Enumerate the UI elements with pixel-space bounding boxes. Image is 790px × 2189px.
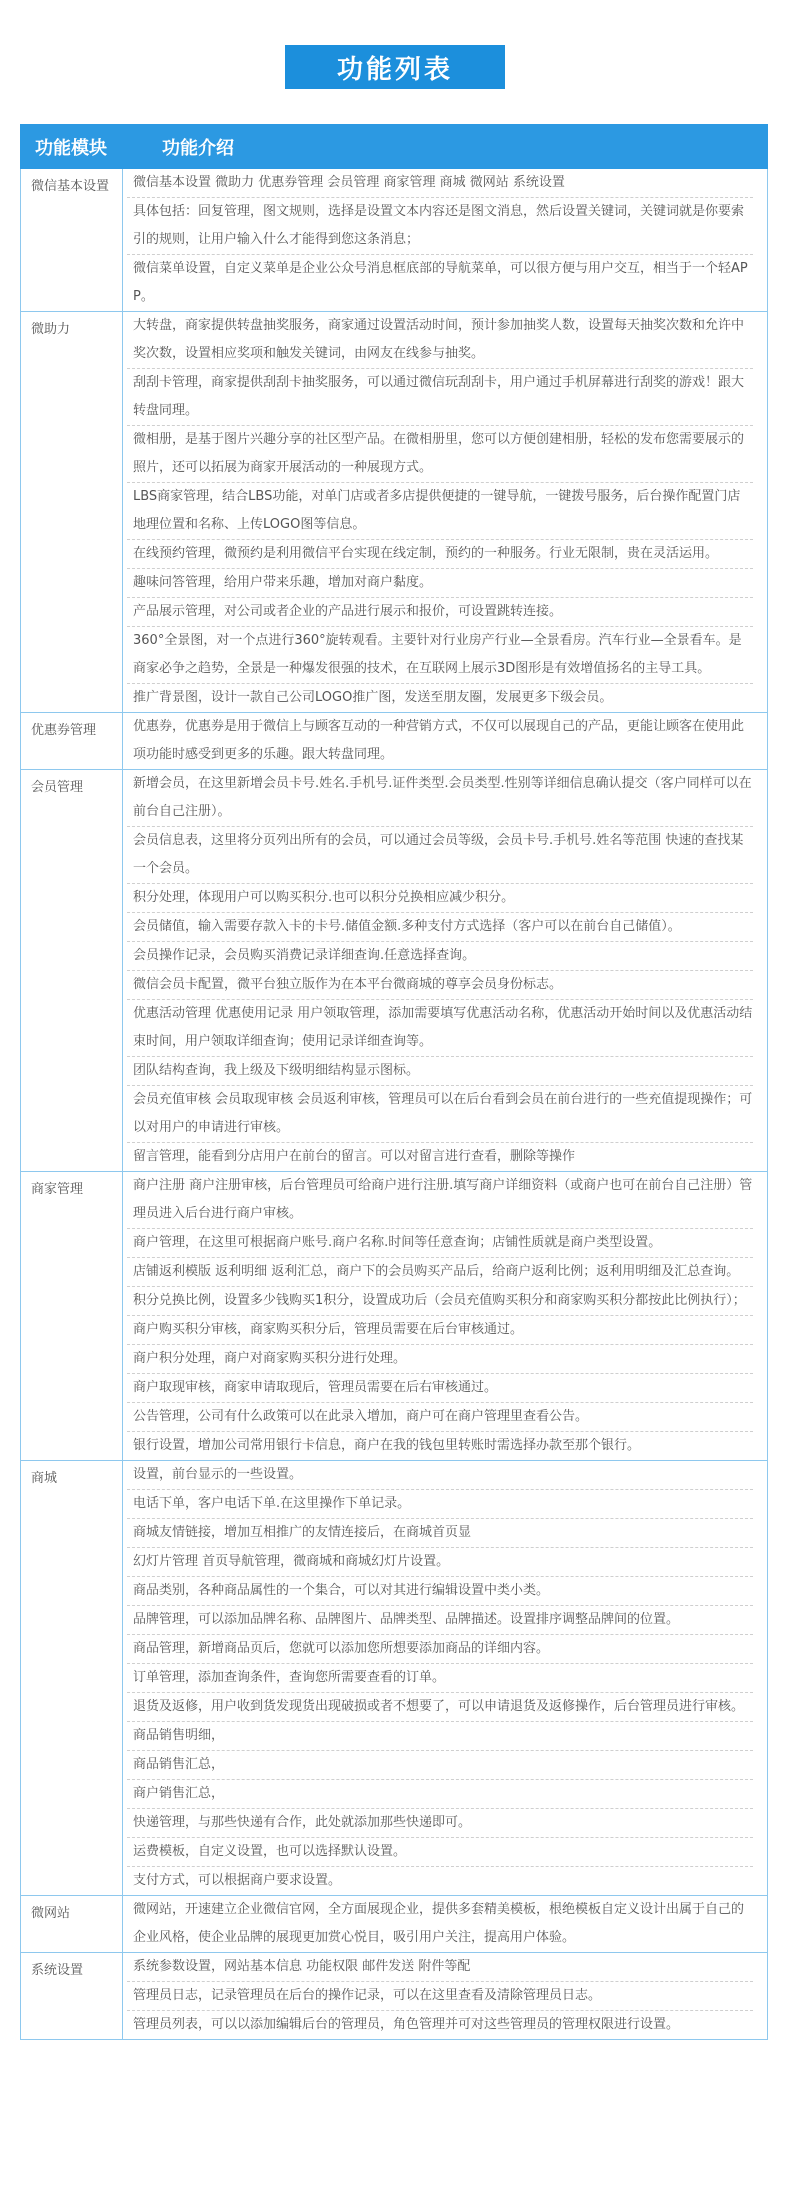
module-name: 系统设置: [21, 1953, 123, 2039]
module-description: [123, 169, 767, 311]
feature-item: 优惠活动管理 优惠使用记录 用户领取管理，添加需要填写优惠活动名称，优惠活动开始时间以及优惠活动结束时间，用户领取详细查询；使用记录详细查询等。: [127, 999, 753, 1056]
feature-item: 团队结构查询，我上级及下级明细结构显示图标。: [127, 1056, 753, 1085]
feature-item: 新增会员，在这里新增会员卡号.姓名.手机号.证件类型.会员类型.性别等详细信息确认提交（客户同样可以在前台自己注册）。: [133, 776, 752, 819]
module-row: [21, 1460, 767, 1895]
feature-item: 运费模板，自定义设置，也可以选择默认设置。: [127, 1837, 753, 1866]
feature-item: 具体包括：回复管理，图文规则，选择是设置文本内容还是图文消息，然后设置关键词，关键词就是你要索引的规则，让用户输入什么才能得到您这条消息；: [127, 197, 753, 254]
module-row: [21, 169, 767, 311]
feature-item: 刮刮卡管理，商家提供刮刮卡抽奖服务，可以通过微信玩刮刮卡，用户通过手机屏幕进行刮奖的游戏！跟大转盘同理。: [127, 368, 753, 425]
feature-item: 退货及返修，用户收到货发现货出现破损或者不想要了，可以申请退货及返修操作，后台管理员进行审核。: [127, 1692, 753, 1721]
module-row: [21, 311, 767, 712]
feature-item: 积分兑换比例，设置多少钱购买1积分，设置成功后（会员充值购买积分和商家购买积分都按此比例执行）；: [127, 1286, 753, 1315]
module-description: [123, 713, 767, 769]
feature-item: 快递管理，与那些快递有合作，此处就添加那些快递即可。: [127, 1808, 753, 1837]
feature-item: 支付方式，可以根据商户要求设置。: [127, 1866, 753, 1895]
module-row: [21, 712, 767, 769]
feature-item: 商品销售明细，: [127, 1721, 753, 1750]
module-row: [21, 1952, 767, 2039]
feature-item: 店铺返利模版 返利明细 返利汇总，商户下的会员购买产品后，给商户返利比例；返利用明细及汇总查询。: [127, 1257, 753, 1286]
feature-item: 银行设置，增加公司常用银行卡信息，商户在我的钱包里转账时需选择办款至那个银行。: [127, 1431, 753, 1460]
module-description: [123, 1896, 767, 1952]
module-name: 微信基本设置: [21, 169, 123, 311]
feature-item: LBS商家管理，结合LBS功能，对单门店或者多店提供便捷的一键导航，一键拨号服务，后台操作配置门店地理位置和名称、上传LOGO图等信息。: [127, 482, 753, 539]
module-name: 优惠券管理: [21, 713, 123, 769]
feature-item: 商户购买积分审核，商家购买积分后，管理员需要在后台审核通过。: [127, 1315, 753, 1344]
feature-item: 微相册，是基于图片兴趣分享的社区型产品。在微相册里，您可以方便创建相册，轻松的发布您需要展示的照片，还可以拓展为商家开展活动的一种展现方式。: [127, 425, 753, 482]
header-description-label: 功能介绍: [162, 137, 234, 159]
module-name: 商城: [21, 1461, 123, 1895]
feature-item: 设置，前台显示的一些设置。: [133, 1467, 303, 1482]
module-name: 商家管理: [21, 1172, 123, 1460]
feature-item: 360°全景图，对一个点进行360°旋转观看。主要针对行业房产行业—全景看房。汽车行业—全景看车。是商家必争之趋势，全景是一种爆发很强的技术，在互联网上展示3D图形是有效增值扬名的主导工具。: [127, 626, 753, 683]
module-description: [123, 1461, 767, 1895]
module-description: [123, 770, 767, 1171]
feature-item: 商品销售汇总，: [127, 1750, 753, 1779]
feature-item: 系统参数设置，网站基本信息 功能权限 邮件发送 附件等配: [133, 1959, 471, 1974]
feature-item: 产品展示管理，对公司或者企业的产品进行展示和报价，可设置跳转连接。: [127, 597, 753, 626]
module-row: [21, 1171, 767, 1460]
feature-item: 商品类别，各种商品属性的一个集合，可以对其进行编辑设置中类小类。: [127, 1576, 753, 1605]
feature-item: 大转盘，商家提供转盘抽奖服务，商家通过设置活动时间，预计参加抽奖人数，设置每天抽奖次数和允许中奖次数，设置相应奖项和触发关键词，由网友在线参与抽奖。: [133, 318, 745, 361]
feature-item: 优惠券，优惠券是用于微信上与顾客互动的一种营销方式，不仅可以展现自己的产品，更能让顾客在使用此项功能时感受到更多的乐趣。跟大转盘同理。: [133, 719, 745, 762]
page-title: 功能列表: [285, 45, 505, 89]
feature-item: 微信菜单设置，自定义菜单是企业公众号消息框底部的导航菜单，可以很方便与用户交互，相当于一个轻APP。: [127, 254, 753, 311]
feature-item: 订单管理，添加查询条件，查询您所需要查看的订单。: [127, 1663, 753, 1692]
feature-item: 微信基本设置 微助力 优惠券管理 会员管理 商家管理 商城 微网站 系统设置: [133, 175, 565, 190]
feature-item: 管理员日志，记录管理员在后台的操作记录，可以在这里查看及清除管理员日志。: [127, 1981, 753, 2010]
feature-item: 管理员列表，可以以添加编辑后台的管理员，角色管理并可对这些管理员的管理权限进行设置。: [127, 2010, 753, 2039]
feature-item: 趣味问答管理，给用户带来乐趣，增加对商户黏度。: [127, 568, 753, 597]
feature-item: 留言管理，能看到分店用户在前台的留言。可以对留言进行查看，删除等操作: [127, 1142, 753, 1171]
module-description: [123, 1172, 767, 1460]
module-name: 微网站: [21, 1896, 123, 1952]
feature-item: 会员信息表，这里将分页列出所有的会员，可以通过会员等级，会员卡号.手机号.姓名等范围 快速的查找某一个会员。: [127, 826, 753, 883]
feature-item: 微网站，开速建立企业微信官网，全方面展现企业，提供多套精美模板，根绝模板自定义设计出属于自己的企业风格，使企业品牌的展现更加赏心悦目，吸引用户关注，提高用户体验。: [133, 1902, 745, 1945]
feature-table: [20, 169, 768, 2040]
feature-item: 推广背景图，设计一款自己公司LOGO推广图，发送至朋友圈，发展更多下级会员。: [127, 683, 753, 712]
feature-item: 幻灯片管理 首页导航管理，微商城和商城幻灯片设置。: [127, 1547, 753, 1576]
module-name: 微助力: [21, 312, 123, 712]
table-header: [20, 124, 768, 169]
feature-item: 商品管理，新增商品页后，您就可以添加您所想要添加商品的详细内容。: [127, 1634, 753, 1663]
module-row: [21, 769, 767, 1171]
feature-item: 商户积分处理，商户对商家购买积分进行处理。: [127, 1344, 753, 1373]
feature-item: 会员储值，输入需要存款入卡的卡号.储值金额.多种支付方式选择（客户可以在前台自己储值）。: [127, 912, 753, 941]
feature-item: 商户取现审核，商家申请取现后，管理员需要在后右审核通过。: [127, 1373, 753, 1402]
module-row: [21, 1895, 767, 1952]
header-module-label: 功能模块: [35, 137, 107, 159]
module-name: 会员管理: [21, 770, 123, 1171]
module-description: [123, 1953, 767, 2039]
feature-item: 积分处理，体现用户可以购买积分.也可以积分兑换相应减少积分。: [127, 883, 753, 912]
feature-item: 公告管理，公司有什么政策可以在此录入增加，商户可在商户管理里查看公告。: [127, 1402, 753, 1431]
feature-item: 会员操作记录，会员购买消费记录详细查询.任意选择查询。: [127, 941, 753, 970]
feature-item: 商户注册 商户注册审核，后台管理员可给商户进行注册.填写商户详细资料（或商户也可在前台自己注册）管理员进入后台进行商户审核。: [133, 1178, 753, 1221]
feature-item: 会员充值审核 会员取现审核 会员返利审核，管理员可以在后台看到会员在前台进行的一些充值提现操作；可以对用户的申请进行审核。: [127, 1085, 753, 1142]
module-description: [123, 312, 767, 712]
feature-item: 在线预约管理，微预约是利用微信平台实现在线定制，预约的一种服务。行业无限制，贵在灵活运用。: [127, 539, 753, 568]
feature-item: 商城友情链接，增加互相推广的友情连接后，在商城首页显: [127, 1518, 753, 1547]
feature-item: 商户销售汇总，: [127, 1779, 753, 1808]
feature-item: 品牌管理，可以添加品牌名称、品牌图片、品牌类型、品牌描述。设置排序调整品牌间的位置。: [127, 1605, 753, 1634]
feature-item: 微信会员卡配置，微平台独立版作为在本平台微商城的尊享会员身份标志。: [127, 970, 753, 999]
feature-item: 电话下单，客户电话下单.在这里操作下单记录。: [127, 1489, 753, 1518]
feature-item: 商户管理，在这里可根据商户账号.商户名称.时间等任意查询；店铺性质就是商户类型设置。: [127, 1228, 753, 1257]
